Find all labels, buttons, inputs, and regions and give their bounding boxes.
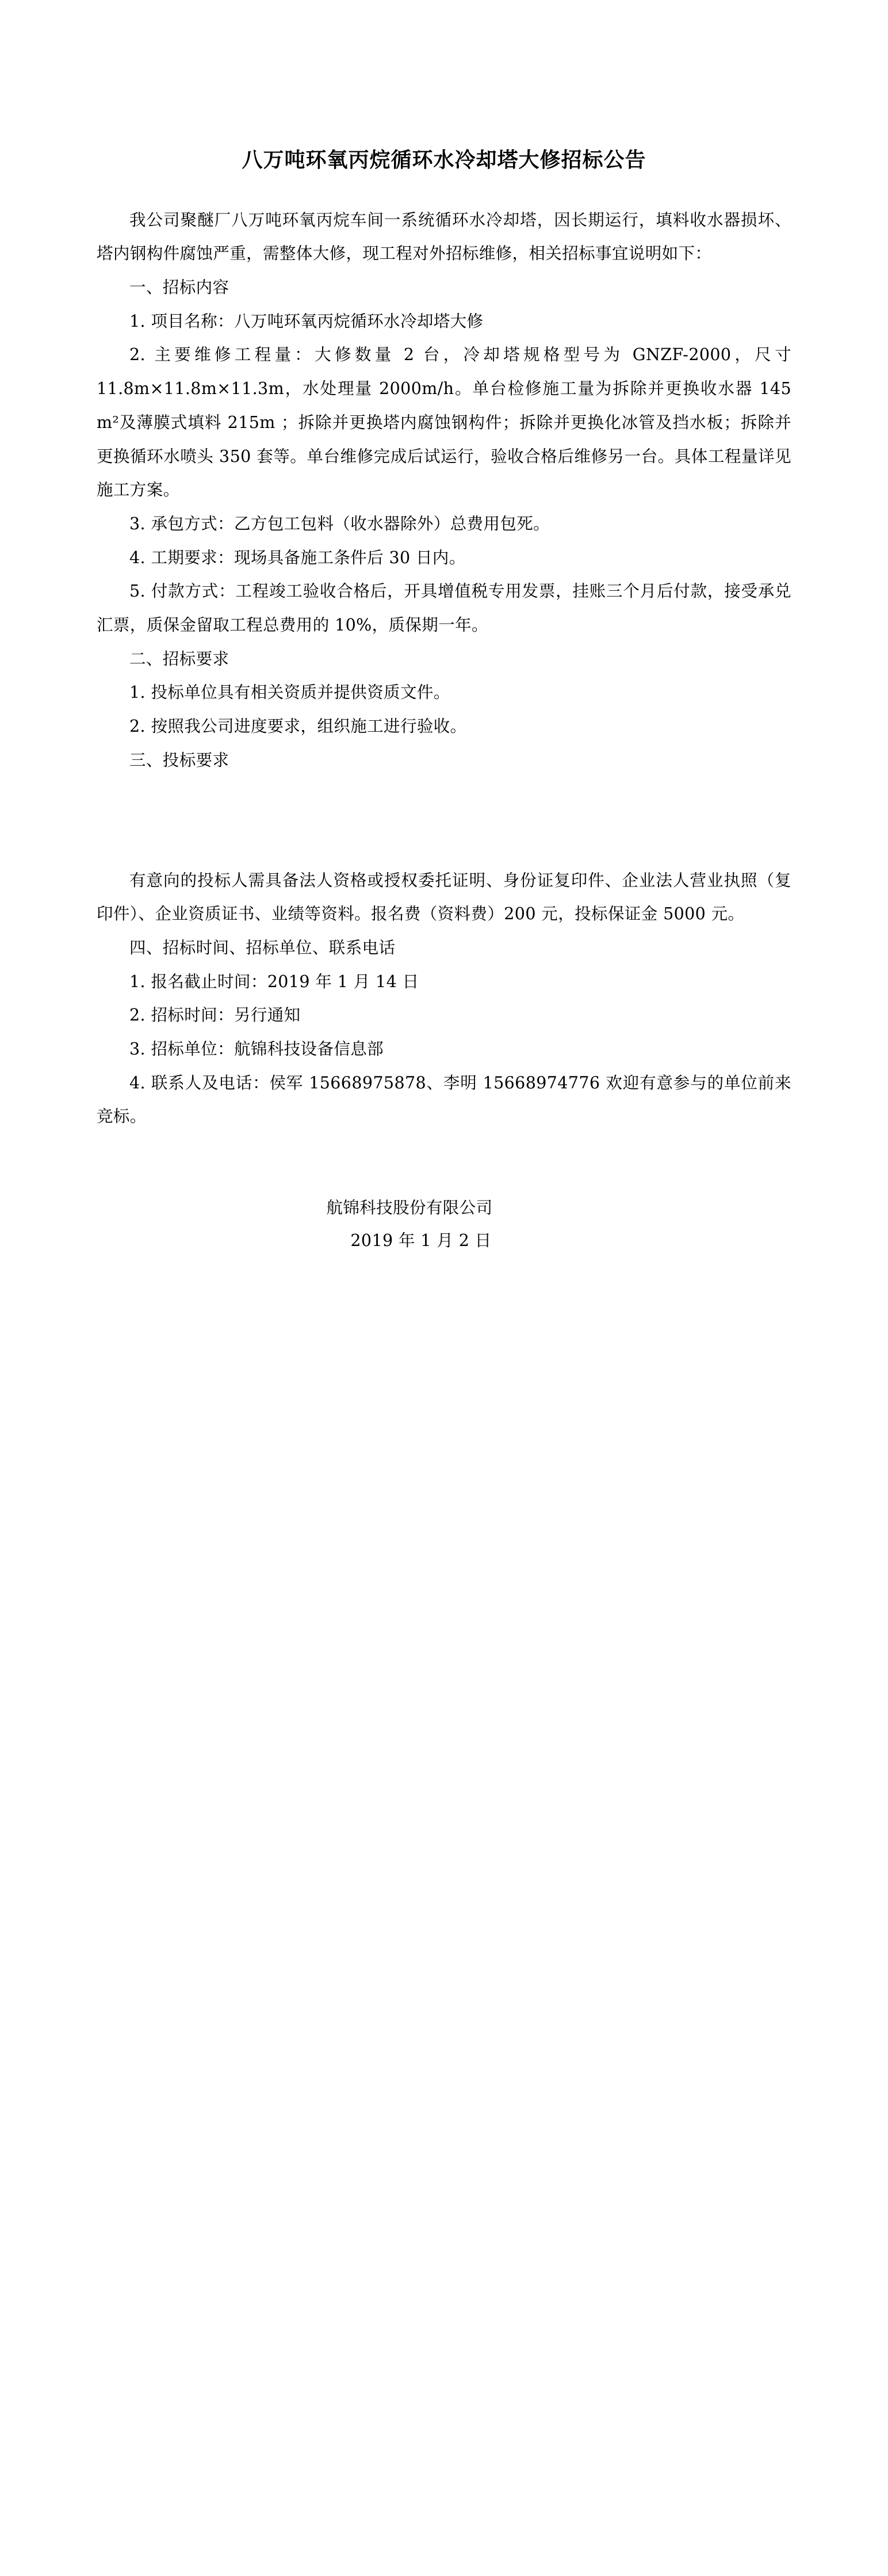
paragraph-intro: 我公司聚醚厂八万吨环氧丙烷车间一系统循环水冷却塔，因长期运行，填料收水器损坏、塔内钢构件腐蚀严重，需整体大修，现工程对外招标维修，相关招标事宜说明如下： (97, 210, 791, 263)
signature-company: 航锦科技股份有限公司 (326, 1198, 493, 1218)
section-heading-time-unit-contact: 四、招标时间、招标单位、联系电话 (129, 938, 396, 957)
section-heading-bidding-requirements: 二、招标要求 (129, 649, 229, 668)
paragraph-contact-person: 4. 联系人及电话：侯军 15668975878、李明 15668974776 欢迎有意参与的单位前来竞标。 (97, 1073, 791, 1126)
signature-date: 2019 年 1 月 2 日 (350, 1231, 492, 1251)
section-heading-bidding-content: 一、招标内容 (129, 278, 229, 297)
paragraph-contract-mode: 3. 承包方式：乙方包工包料（收水器除外）总费用包死。 (129, 514, 550, 533)
paragraph-project-name: 1. 项目名称：八万吨环氧丙烷循环水冷却塔大修 (129, 311, 484, 331)
section-heading-tender-requirements: 三、投标要求 (129, 750, 229, 770)
paragraph-schedule-requirement: 4. 工期要求：现场具备施工条件后 30 日内。 (129, 548, 466, 567)
paragraph-registration-deadline: 1. 报名截止时间：2019 年 1 月 14 日 (129, 972, 419, 991)
paragraph-construction-acceptance: 2. 按照我公司进度要求，组织施工进行验收。 (129, 717, 467, 736)
paragraph-qualification-requirement: 1. 投标单位具有相关资质并提供资质文件。 (129, 683, 450, 702)
paragraph-bidding-time: 2. 招标时间：另行通知 (129, 1006, 301, 1025)
paragraph-payment-terms: 5. 付款方式：工程竣工验收合格后，开具增值税专用发票，挂账三个月后付款，接受承兑汇票，质保金留取工程总费用的 10%，质保期一年。 (97, 582, 791, 635)
paragraph-bidding-unit: 3. 招标单位：航锦科技设备信息部 (129, 1039, 384, 1059)
section-spacer (97, 778, 791, 864)
page-title: 八万吨环氧丙烷循环水冷却塔大修招标公告 (242, 148, 646, 172)
signature-block (97, 1191, 791, 1257)
paragraph-bidder-documents: 有意向的投标人需具备法人资格或授权委托证明、身份证复印件、企业法人营业执照（复印件）、企业资质证书、业绩等资料。报名费（资料费）200 元，投标保证金 5000 元。 (97, 870, 791, 924)
paragraph-main-workload: 2. 主要维修工程量：大修数量 2 台，冷却塔规格型号为 GNZF-2000，尺寸 11.8m×11.8m×11.3m，水处理量 2000m/h。单台检修施工量为拆除并更换收水器 145 m²及薄膜式填料 215m ；拆除并更换塔内腐蚀钢构件；拆除并更换化冰管及挡水板；拆除并更换循环水喷头 350 套等。单台维修完成后试运行，验收合格后维修另一台。具体工程量详见施工方案。 (97, 345, 791, 500)
